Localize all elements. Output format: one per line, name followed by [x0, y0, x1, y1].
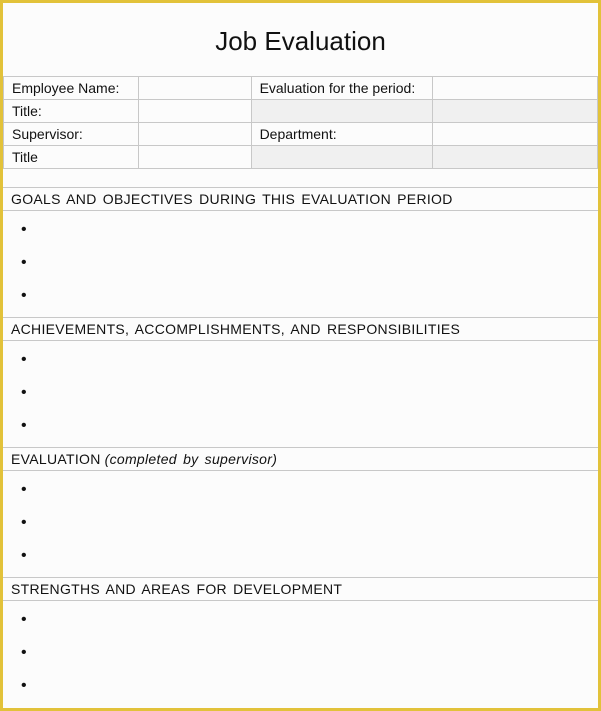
evaluation-period-label: Evaluation for the period:: [251, 77, 432, 100]
bullet-point: •: [21, 644, 27, 661]
employee-info-table: [3, 76, 598, 169]
page-title: Job Evaluation: [215, 26, 386, 56]
info-row: [4, 123, 598, 146]
evaluation-section-heading: [3, 448, 598, 471]
supervisor-title-label: Title: [4, 146, 139, 169]
empty-field-cell[interactable]: [432, 146, 598, 169]
section-heading-text: EVALUATION: [11, 451, 101, 467]
section-heading-note: (completed by supervisor): [104, 451, 278, 467]
info-row: [4, 146, 598, 169]
strengths-section-body[interactable]: [3, 602, 598, 708]
section-heading-text: ACHIEVEMENTS, ACCOMPLISHMENTS, AND RESPONSIBILITIES: [11, 321, 461, 337]
empty-field-cell[interactable]: [432, 100, 598, 123]
bullet-point: •: [21, 351, 27, 368]
section-heading-text: GOALS AND OBJECTIVES DURING THIS EVALUATION PERIOD: [11, 191, 453, 207]
bullet-point: •: [21, 254, 27, 271]
bullet-point: •: [21, 221, 27, 238]
employee-name-field[interactable]: [138, 77, 251, 100]
section-heading-text: STRENGTHS AND AREAS FOR DEVELOPMENT: [11, 581, 343, 597]
supervisor-title-field[interactable]: [138, 146, 251, 169]
department-field[interactable]: [432, 123, 598, 146]
info-row: [4, 77, 598, 100]
table-spacer: [3, 171, 598, 188]
bullet-point: •: [21, 481, 27, 498]
bullet-point: •: [21, 547, 27, 564]
bullet-point: •: [21, 417, 27, 434]
evaluation-period-field[interactable]: [432, 77, 598, 100]
employee-name-label: Employee Name:: [4, 77, 139, 100]
supervisor-label: Supervisor:: [4, 123, 139, 146]
empty-label-cell: [251, 146, 432, 169]
bullet-point: •: [21, 677, 27, 694]
empty-label-cell: [251, 100, 432, 123]
bullet-point: •: [21, 611, 27, 628]
achievements-section-heading: [3, 318, 598, 341]
bullet-point: •: [21, 287, 27, 304]
achievements-section-body[interactable]: [3, 342, 598, 448]
title-label: Title:: [4, 100, 139, 123]
info-row: [4, 100, 598, 123]
evaluation-section-body[interactable]: [3, 472, 598, 578]
goals-section-body[interactable]: [3, 212, 598, 318]
title-field[interactable]: [138, 100, 251, 123]
strengths-section-heading: [3, 578, 598, 601]
bullet-point: •: [21, 384, 27, 401]
bullet-point: •: [21, 514, 27, 531]
department-label: Department:: [251, 123, 432, 146]
supervisor-field[interactable]: [138, 123, 251, 146]
goals-section-heading: [3, 188, 598, 211]
